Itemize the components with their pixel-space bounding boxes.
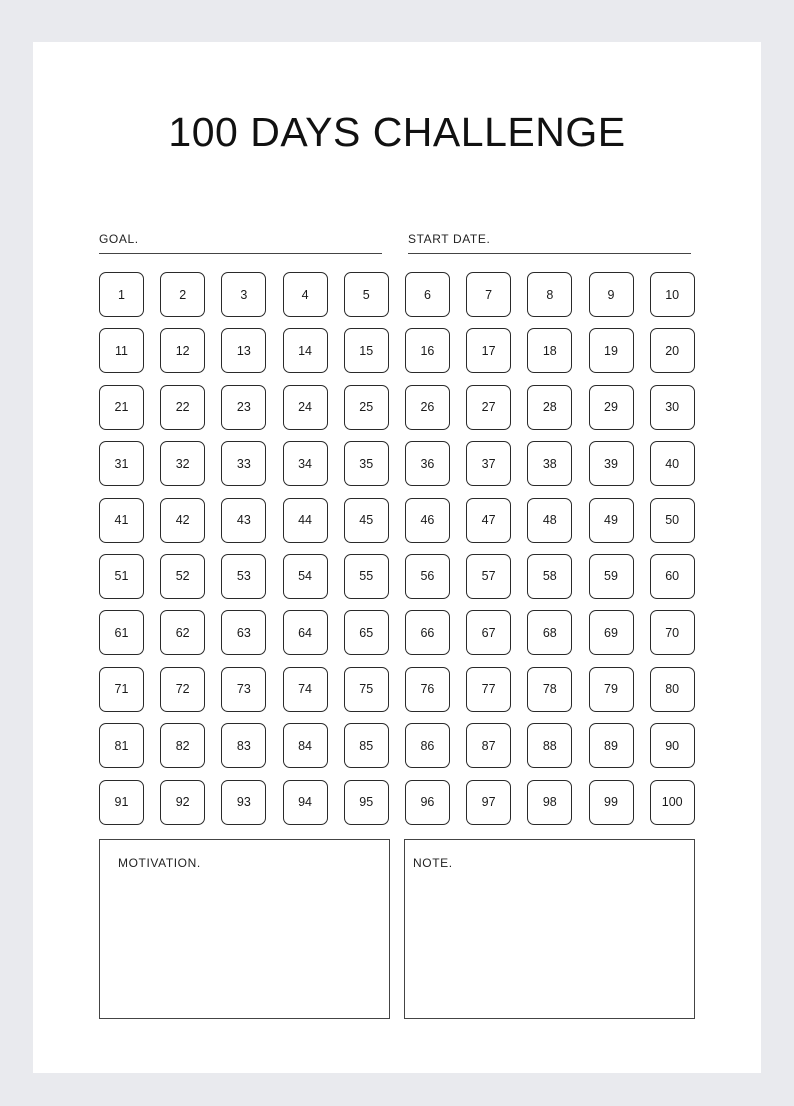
note-label: NOTE. [413,856,453,870]
day-box[interactable]: 9 [589,272,634,317]
day-box[interactable]: 17 [466,328,511,373]
day-box[interactable]: 41 [99,498,144,543]
day-box[interactable]: 30 [650,385,695,430]
day-box[interactable]: 54 [283,554,328,599]
day-box[interactable]: 91 [99,780,144,825]
day-box[interactable]: 26 [405,385,450,430]
day-box[interactable]: 45 [344,498,389,543]
day-box[interactable]: 10 [650,272,695,317]
day-box[interactable]: 90 [650,723,695,768]
day-box[interactable]: 86 [405,723,450,768]
day-box[interactable]: 57 [466,554,511,599]
day-tracker-grid [99,272,696,825]
day-box[interactable]: 65 [344,610,389,655]
day-box[interactable]: 14 [283,328,328,373]
day-box[interactable]: 83 [221,723,266,768]
day-box[interactable]: 19 [589,328,634,373]
day-box[interactable]: 82 [160,723,205,768]
day-box[interactable]: 7 [466,272,511,317]
day-box[interactable]: 59 [589,554,634,599]
day-box[interactable]: 15 [344,328,389,373]
day-box[interactable]: 58 [527,554,572,599]
day-box[interactable]: 31 [99,441,144,486]
day-box[interactable]: 44 [283,498,328,543]
day-box[interactable]: 6 [405,272,450,317]
day-box[interactable]: 20 [650,328,695,373]
day-box[interactable]: 16 [405,328,450,373]
day-box[interactable]: 99 [589,780,634,825]
motivation-label: MOTIVATION. [118,856,201,870]
day-box[interactable]: 49 [589,498,634,543]
day-box[interactable]: 35 [344,441,389,486]
day-box[interactable]: 28 [527,385,572,430]
day-box[interactable]: 61 [99,610,144,655]
day-box[interactable]: 78 [527,667,572,712]
day-box[interactable]: 76 [405,667,450,712]
day-box[interactable]: 1 [99,272,144,317]
day-box[interactable]: 23 [221,385,266,430]
day-box[interactable]: 64 [283,610,328,655]
day-box[interactable]: 46 [405,498,450,543]
day-box[interactable]: 33 [221,441,266,486]
day-box[interactable]: 98 [527,780,572,825]
day-box[interactable]: 12 [160,328,205,373]
day-box[interactable]: 63 [221,610,266,655]
day-box[interactable]: 13 [221,328,266,373]
day-box[interactable]: 36 [405,441,450,486]
goal-label: GOAL. [99,232,139,246]
note-box[interactable] [404,839,695,1019]
day-box[interactable]: 53 [221,554,266,599]
day-box[interactable]: 89 [589,723,634,768]
day-box[interactable]: 43 [221,498,266,543]
day-box[interactable]: 38 [527,441,572,486]
day-box[interactable]: 71 [99,667,144,712]
day-box[interactable]: 56 [405,554,450,599]
day-box[interactable]: 62 [160,610,205,655]
day-box[interactable]: 81 [99,723,144,768]
day-box[interactable]: 51 [99,554,144,599]
day-box[interactable]: 92 [160,780,205,825]
day-box[interactable]: 52 [160,554,205,599]
day-box[interactable]: 70 [650,610,695,655]
day-box[interactable]: 27 [466,385,511,430]
day-box[interactable]: 37 [466,441,511,486]
day-box[interactable]: 69 [589,610,634,655]
day-box[interactable]: 42 [160,498,205,543]
day-box[interactable]: 24 [283,385,328,430]
day-box[interactable]: 5 [344,272,389,317]
day-box[interactable]: 94 [283,780,328,825]
day-box[interactable]: 8 [527,272,572,317]
day-box[interactable]: 32 [160,441,205,486]
day-box[interactable]: 25 [344,385,389,430]
day-box[interactable]: 68 [527,610,572,655]
day-box[interactable]: 77 [466,667,511,712]
day-box[interactable]: 40 [650,441,695,486]
day-box[interactable]: 95 [344,780,389,825]
day-box[interactable]: 67 [466,610,511,655]
day-box[interactable]: 2 [160,272,205,317]
day-box[interactable]: 48 [527,498,572,543]
day-box[interactable]: 66 [405,610,450,655]
page-title: 100 DAYS CHALLENGE [168,109,626,155]
day-box[interactable]: 34 [283,441,328,486]
day-box[interactable]: 39 [589,441,634,486]
day-box[interactable]: 29 [589,385,634,430]
start-date-label: START DATE. [408,232,491,246]
start-date-field[interactable] [408,226,691,254]
day-box[interactable]: 3 [221,272,266,317]
day-box[interactable]: 100 [650,780,695,825]
day-box[interactable]: 47 [466,498,511,543]
motivation-box[interactable] [99,839,390,1019]
day-box[interactable]: 85 [344,723,389,768]
day-box[interactable]: 96 [405,780,450,825]
day-box[interactable]: 21 [99,385,144,430]
day-box[interactable]: 74 [283,667,328,712]
day-box[interactable]: 87 [466,723,511,768]
day-box[interactable]: 73 [221,667,266,712]
day-box[interactable]: 22 [160,385,205,430]
day-box[interactable]: 97 [466,780,511,825]
goal-field[interactable] [99,226,382,254]
day-box[interactable]: 50 [650,498,695,543]
day-box[interactable]: 84 [283,723,328,768]
day-box[interactable]: 80 [650,667,695,712]
day-box[interactable]: 75 [344,667,389,712]
day-box[interactable]: 93 [221,780,266,825]
day-box[interactable]: 4 [283,272,328,317]
day-box[interactable]: 60 [650,554,695,599]
day-box[interactable]: 88 [527,723,572,768]
day-box[interactable]: 72 [160,667,205,712]
day-box[interactable]: 55 [344,554,389,599]
day-box[interactable]: 11 [99,328,144,373]
day-box[interactable]: 18 [527,328,572,373]
day-box[interactable]: 79 [589,667,634,712]
